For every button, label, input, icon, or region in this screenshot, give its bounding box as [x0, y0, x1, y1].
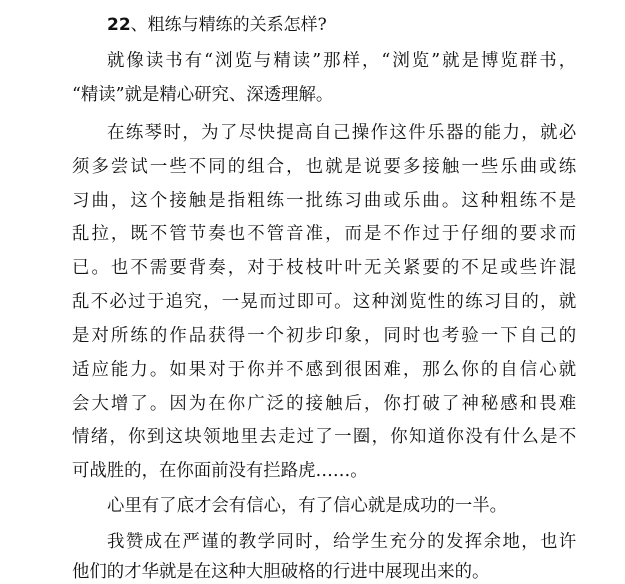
paragraph-1-line-1: 就像读书有“浏览与精读”那样，“浏览”就是博览群书， [107, 51, 579, 71]
question-heading [107, 13, 327, 37]
paragraph-1-line-2: “精读”就是精心研究、深透理解。 [72, 85, 334, 105]
paragraph-2-line-8: 适应能力。如果对于你并不感到很困难，那么你的自信心就 [72, 360, 579, 380]
paragraph-2-line-7: 是对所练的作品获得一个初步印象，同时也考验一下自己的 [72, 326, 579, 346]
paragraph-2-line-5: 已。也不需要背奏，对于枝枝叶叶无关紧要的不足或些许混 [72, 258, 579, 278]
question-title: 、粗练与精练的关系怎样? [130, 15, 327, 35]
paragraph-4-line-1: 我赞成在严谨的教学同时，给学生充分的发挥余地，也许 [107, 532, 578, 552]
paragraph-2-line-2: 须多尝试一些不同的组合，也就是说要多接触一些乐曲或练 [72, 157, 579, 177]
paragraph-2-line-11: 可战胜的，在你面前没有拦路虎……。 [72, 461, 368, 481]
question-number: 22 [107, 15, 131, 35]
paragraph-2-line-3: 习曲，这个接触是指粗练一批练习曲或乐曲。这种粗练不是 [72, 191, 579, 211]
paragraph-2-line-6: 乱不必过于追究，一晃而过即可。这种浏览性的练习目的，就 [72, 292, 578, 312]
paragraph-3-line-1: 心里有了底才会有信心，有了信心就是成功的一半。 [107, 496, 507, 516]
paragraph-4-line-2: 他们的才华就是在这种大胆破格的行进中展现出来的。 [72, 562, 490, 582]
paragraph-2-line-9: 会大增了。因为在你广泛的接触后，你打破了神秘感和畏难 [72, 394, 579, 414]
paragraph-2-line-4: 乱拉，既不管节奏也不管音准，而是不作过于仔细的要求而 [72, 224, 579, 244]
paragraph-2-line-10: 情绪，你到这块领地里去走过了一圈，你知道你没有什么是不 [72, 427, 578, 447]
paragraph-2-line-1: 在练琴时，为了尽快提高自己操作这件乐器的能力，就必 [107, 123, 578, 143]
